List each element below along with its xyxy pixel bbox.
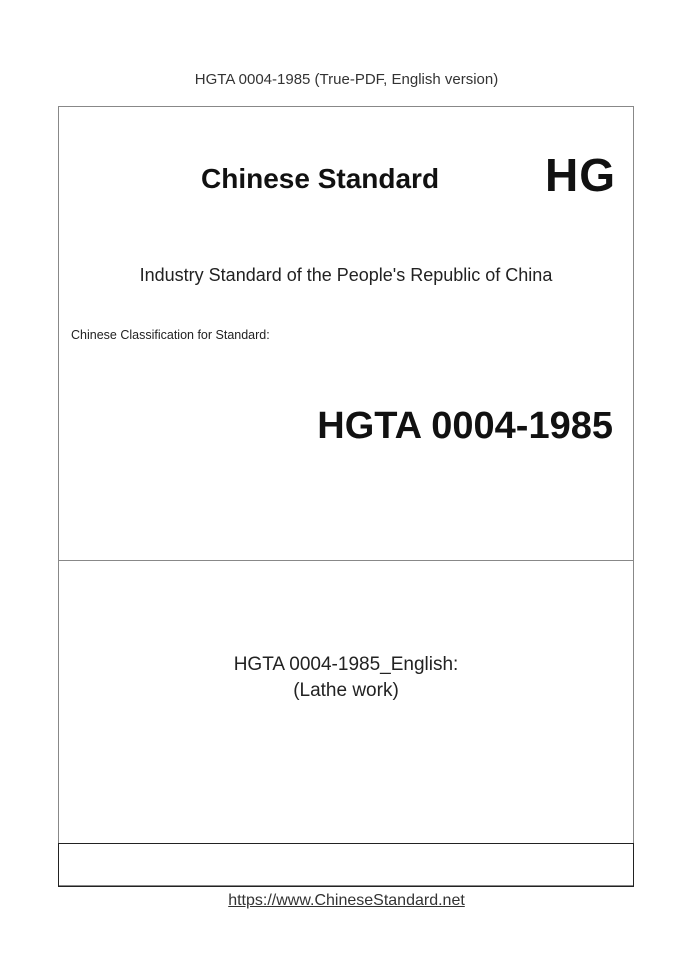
standard-badge: HG xyxy=(545,149,616,201)
page-header: HGTA 0004-1985 (True-PDF, English version) xyxy=(194,71,499,88)
footer xyxy=(0,892,693,910)
document-title xyxy=(59,652,633,704)
document-title-line1: HGTA 0004-1985_English: xyxy=(233,654,459,675)
document-title-line2: (Lathe work) xyxy=(293,680,399,701)
cover-subtitle: Industry Standard of the People's Republic of China xyxy=(139,265,553,285)
classification-label: Chinese Classification for Standard: xyxy=(71,328,270,342)
cover-middle-section xyxy=(59,561,633,843)
cover-bottom-box xyxy=(58,843,634,887)
website-link[interactable]: https://www.ChineseStandard.net xyxy=(228,892,465,909)
cover-frame xyxy=(58,106,634,886)
cover-top-section xyxy=(59,107,633,561)
cover-title: Chinese Standard xyxy=(201,163,440,194)
standard-number: HGTA 0004-1985 xyxy=(317,405,613,447)
